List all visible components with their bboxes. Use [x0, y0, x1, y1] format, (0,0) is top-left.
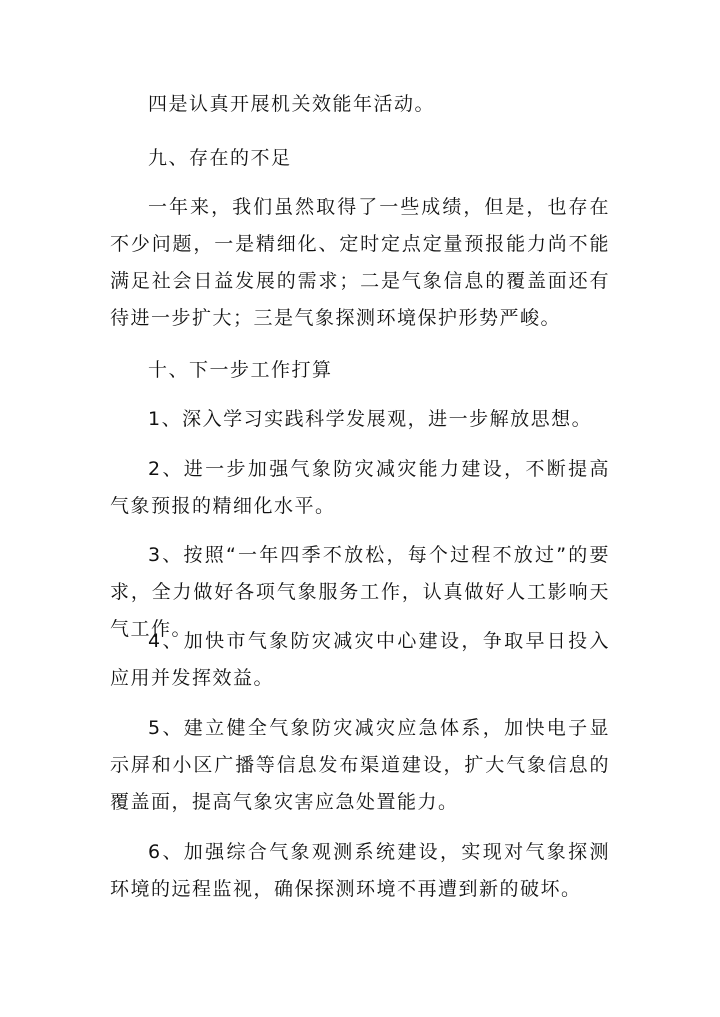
paragraph-shortcomings: 一年来，我们虽然取得了一些成绩，但是，也存在不少问题，一是精细化、定时定点定量预报能力尚不能满足社会日益发展的需求；二是气象信息的覆盖面还有待进一步扩大；三是气象探测环境保护形势严峻。 [110, 196, 610, 329]
section-heading-next-steps: 十、下一步工作打算 [148, 359, 333, 381]
list-item-1: 1、深入学习实践科学发展观，进一步解放思想。 [148, 408, 593, 430]
paragraph-efficiency-year: 四是认真开展机关效能年活动。 [148, 93, 436, 115]
list-item-3: 3、按照“一年四季不放松，每个过程不放过”的要求，全力做好各项气象服务工作，认真做好人工影响天气工作。 [110, 544, 610, 640]
list-item-2: 2、进一步加强气象防灾减灾能力建设，不断提高气象预报的精细化水平。 [110, 458, 610, 517]
list-item-4: 4、加快市气象防灾减灾中心建设，争取早日投入应用并发挥效益。 [110, 630, 610, 689]
list-item-6: 6、加强综合气象观测系统建设，实现对气象探测环境的远程监视，确保探测环境不再遭到新的破坏。 [110, 841, 610, 900]
section-heading-shortcomings: 九、存在的不足 [148, 147, 292, 169]
list-item-5: 5、建立健全气象防灾减灾应急体系，加快电子显示屏和小区广播等信息发布渠道建设，扩大气象信息的覆盖面，提高气象灾害应急处置能力。 [110, 717, 610, 813]
